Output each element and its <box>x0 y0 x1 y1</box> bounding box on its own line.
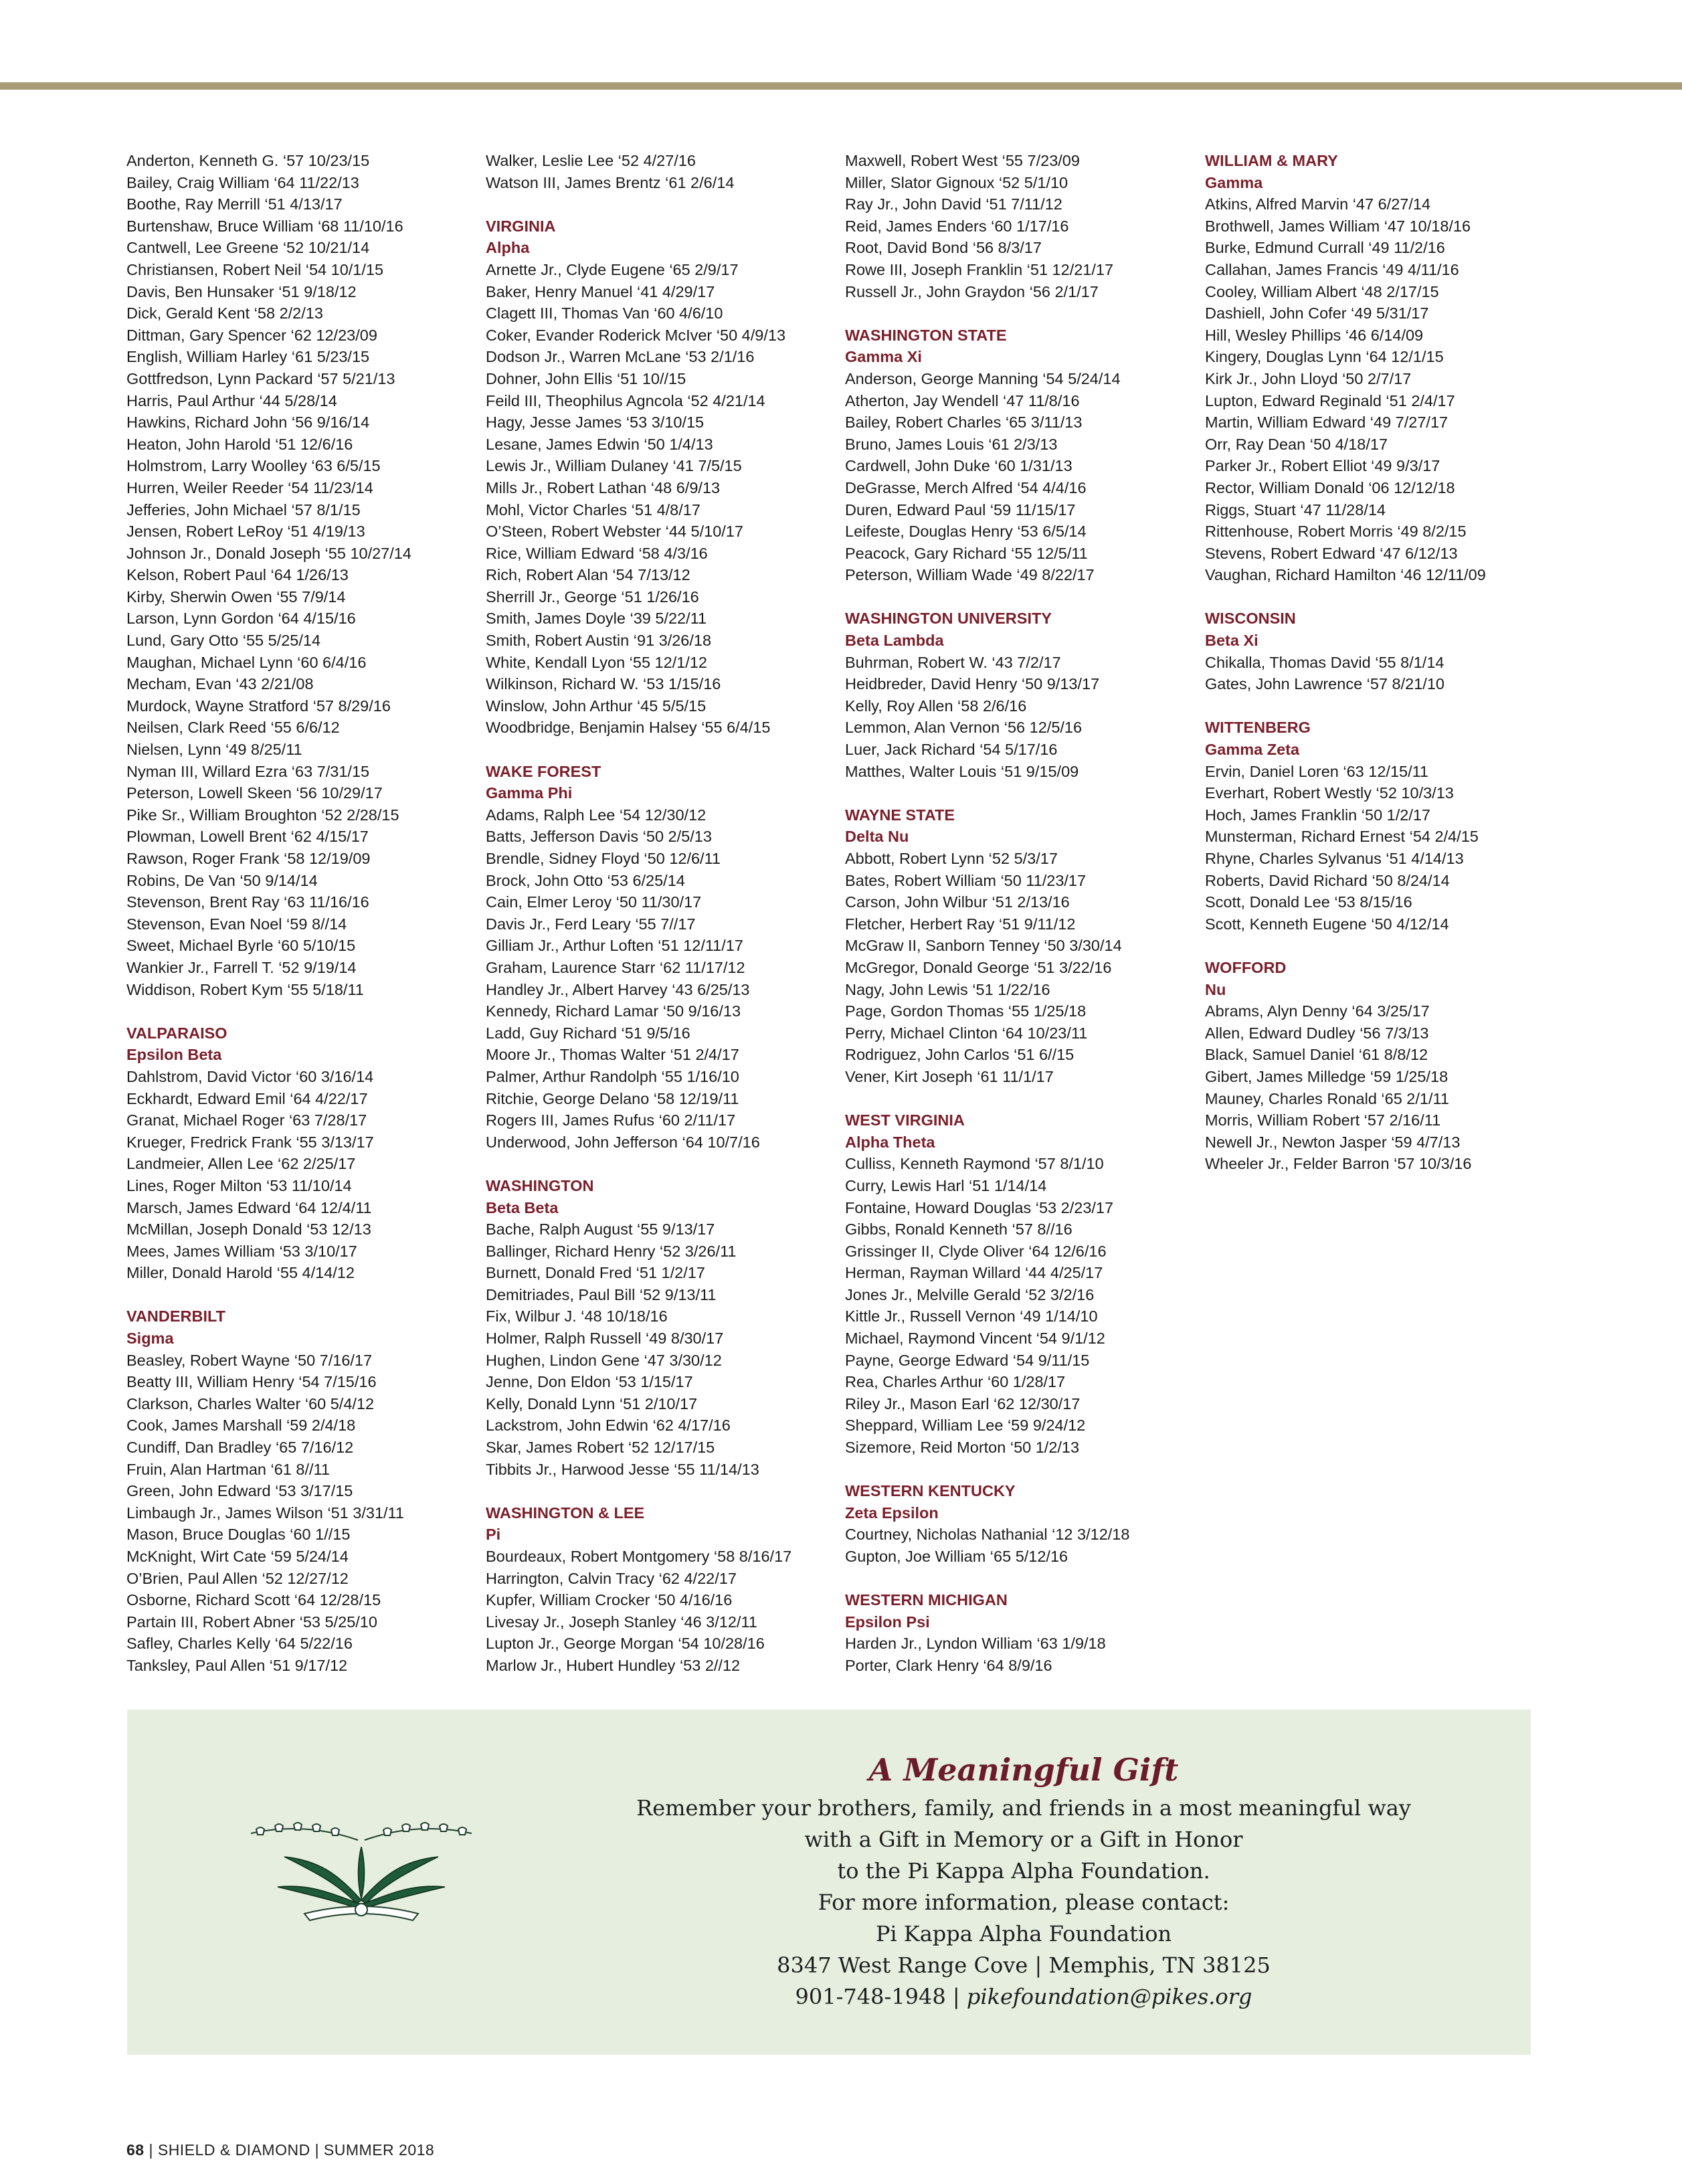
obituary-entry: Kirk Jr., John Lloyd ‘50 2/7/17 <box>1205 369 1412 387</box>
obituary-entry: English, William Harley ‘61 5/23/15 <box>126 348 370 366</box>
obituary-entry: Peacock, Gary Richard ‘55 12/5/11 <box>845 544 1088 562</box>
chapter-heading: Gamma Phi <box>486 784 573 802</box>
school-heading: WASHINGTON & LEE <box>486 1504 645 1522</box>
school-heading: VANDERBILT <box>126 1307 225 1326</box>
school-heading: WAYNE STATE <box>845 806 955 824</box>
obituary-entry: Matthes, Walter Louis ‘51 9/15/09 <box>845 762 1079 780</box>
obituary-entry: Fletcher, Herbert Ray ‘51 9/11/12 <box>845 915 1076 933</box>
obituary-entry: Underwood, John Jefferson ‘64 10/7/16 <box>486 1133 760 1151</box>
school-heading: WOFFORD <box>1205 958 1287 976</box>
obituary-entry: Bache, Ralph August ‘55 9/13/17 <box>486 1220 715 1239</box>
obituary-entry: Baker, Henry Manuel ‘41 4/29/17 <box>486 282 715 300</box>
section-gap <box>486 739 834 761</box>
obituary-entry: Demitriades, Paul Bill ‘52 9/13/11 <box>486 1285 717 1303</box>
obituary-entry: Perry, Michael Clinton ‘64 10/23/11 <box>845 1024 1088 1042</box>
obituary-entry: Leifeste, Douglas Henry ‘53 6/5/14 <box>845 523 1087 541</box>
chapter-heading: Alpha <box>486 239 530 257</box>
obituary-entry: Winslow, John Arthur ‘45 5/5/15 <box>486 697 707 715</box>
obituary-entry: Cooley, William Albert ‘48 2/17/15 <box>1205 282 1439 300</box>
obituary-entry: Skar, James Robert ‘52 12/17/15 <box>486 1439 715 1457</box>
obituary-entry: Moore Jr., Thomas Walter ‘51 2/4/17 <box>486 1046 739 1064</box>
obituary-entry: Graham, Laurence Starr ‘62 11/17/12 <box>486 958 745 976</box>
obituary-entry: Maxwell, Robert West ‘55 7/23/09 <box>845 152 1080 169</box>
phone-number: 901-748-1948 | <box>795 1984 967 2009</box>
gift-line: with a Gift in Memory or a Gift in Honor <box>804 1827 1243 1852</box>
obituary-entry: Newell Jr., Newton Jasper ‘59 4/7/13 <box>1205 1133 1461 1151</box>
obituary-entry: Maughan, Michael Lynn ‘60 6/4/16 <box>126 653 367 671</box>
obituary-entry: Davis Jr., Ferd Leary ‘55 7//17 <box>486 915 696 933</box>
email-link[interactable]: pikefoundation@pikes.org <box>966 1984 1252 2009</box>
chapter-heading: Gamma Zeta <box>1205 741 1300 759</box>
obituary-entry: Widdison, Robert Kym ‘55 5/18/11 <box>126 980 364 998</box>
obituary-entry: Marlow Jr., Hubert Hundley ‘53 2//12 <box>486 1656 741 1674</box>
chapter-heading: Epsilon Psi <box>845 1613 930 1631</box>
section-gap <box>845 1568 1193 1590</box>
obituary-entry: Herman, Rayman Willard ‘44 4/25/17 <box>845 1264 1103 1282</box>
school-heading: WESTERN KENTUCKY <box>845 1482 1016 1500</box>
chapter-heading: Zeta Epsilon <box>845 1504 939 1522</box>
obituary-entry: Limbaugh Jr., James Wilson ‘51 3/31/11 <box>126 1504 404 1522</box>
obituary-entry: Bailey, Robert Charles ‘65 3/11/13 <box>845 414 1083 432</box>
obituary-entry: DeGrasse, Merch Alfred ‘54 4/4/16 <box>845 478 1087 496</box>
obituary-entry: Davis, Ben Hunsaker ‘51 9/18/12 <box>126 282 357 300</box>
obituary-entry: Lackstrom, John Edwin ‘62 4/17/16 <box>486 1417 731 1435</box>
obituary-entry: Rodriguez, John Carlos ‘51 6//15 <box>845 1046 1074 1064</box>
obituary-entry: Rhyne, Charles Sylvanus ‘51 4/14/13 <box>1205 850 1464 867</box>
obituary-entry: Hughen, Lindon Gene ‘47 3/30/12 <box>486 1351 722 1369</box>
obituary-entry: Peterson, Lowell Skeen ‘56 10/29/17 <box>126 784 383 802</box>
obituary-entry: Page, Gordon Thomas ‘55 1/25/18 <box>845 1002 1087 1020</box>
obituary-entry: Mees, James William ‘53 3/10/17 <box>126 1242 357 1260</box>
obituary-entry: Roberts, David Richard ‘50 8/24/14 <box>1205 871 1450 889</box>
section-gap <box>845 782 1193 804</box>
obituary-entry: Beasley, Robert Wayne ‘50 7/16/17 <box>126 1351 373 1369</box>
obituary-entry: O’Brien, Paul Allen ‘52 12/27/12 <box>126 1569 349 1587</box>
obituary-entry: Ritchie, George Delano ‘58 12/19/11 <box>486 1089 739 1107</box>
school-heading: WASHINGTON UNIVERSITY <box>845 610 1052 628</box>
obituary-entry: Fruin, Alan Hartman ‘61 8//11 <box>126 1460 330 1478</box>
obituary-entry: Riggs, Stuart ‘47 11/28/14 <box>1205 500 1386 519</box>
school-heading: WASHINGTON STATE <box>845 326 1007 344</box>
obituary-entry: Gupton, Joe William ‘65 5/12/16 <box>845 1548 1068 1565</box>
obituary-entry: Livesay Jr., Joseph Stanley ‘46 3/12/11 <box>486 1613 757 1631</box>
obituary-entry: Brock, John Otto ‘53 6/25/14 <box>486 871 685 889</box>
obituary-entry: Kupfer, William Crocker ‘50 4/16/16 <box>486 1591 733 1609</box>
obituary-entry: Feild III, Theophilus Agncola ‘52 4/21/14 <box>486 391 765 410</box>
section-gap <box>126 1000 474 1022</box>
obituary-entry: Granat, Michael Roger ‘63 7/28/17 <box>126 1111 367 1129</box>
obituary-entry: Sheppard, William Lee ‘59 9/24/12 <box>845 1417 1086 1435</box>
obituary-entry: Jefferies, John Michael ‘57 8/1/15 <box>126 500 361 519</box>
obituary-entry: Clarkson, Charles Walter ‘60 5/4/12 <box>126 1394 375 1413</box>
obituary-entry: Smith, James Doyle ‘39 5/22/11 <box>486 610 707 628</box>
obituary-entry: Scott, Donald Lee ‘53 8/15/16 <box>1205 893 1412 911</box>
obituary-entry: Beatty III, William Henry ‘54 7/15/16 <box>126 1373 377 1391</box>
foundation-address: 8347 West Range Cove | Memphis, TN 38125 <box>777 1952 1271 1978</box>
obituary-entry: Reid, James Enders ‘60 1/17/16 <box>845 217 1069 235</box>
page-footer <box>126 2141 434 2159</box>
obituary-entry: Lupton, Edward Reginald ‘51 2/4/17 <box>1205 391 1455 410</box>
chapter-heading: Sigma <box>126 1330 174 1348</box>
school-heading: VIRGINIA <box>486 217 556 235</box>
obituary-entry: Cantwell, Lee Greene ‘52 10/21/14 <box>126 239 370 257</box>
obituary-entry: Rice, William Edward ‘58 4/3/16 <box>486 544 708 562</box>
obituary-entry: Mauney, Charles Ronald ‘65 2/1/11 <box>1205 1089 1449 1107</box>
obituary-entry: Johnson Jr., Donald Joseph ‘55 10/27/14 <box>126 544 411 562</box>
obituary-entry: Duren, Edward Paul ‘59 11/15/17 <box>845 500 1076 519</box>
obituary-entry: Heaton, John Harold ‘51 12/6/16 <box>126 435 353 453</box>
obituary-entry: Cundiff, Dan Bradley ‘65 7/16/12 <box>126 1439 354 1457</box>
obituary-entry: Mills Jr., Robert Lathan ‘48 6/9/13 <box>486 478 721 496</box>
obituary-entry: Dick, Gerald Kent ‘58 2/2/13 <box>126 304 323 323</box>
gift-line: Remember your brothers, family, and friends in a most meaningful way <box>636 1795 1411 1821</box>
section-gap <box>1205 695 1553 717</box>
obituary-entry: Jensen, Robert LeRoy ‘51 4/19/13 <box>126 523 365 541</box>
obituary-entry: Burtenshaw, Bruce William ‘68 11/10/16 <box>126 217 403 235</box>
foundation-name: Pi Kappa Alpha Foundation <box>875 1921 1172 1946</box>
section-gap <box>1205 586 1553 608</box>
section-gap <box>1205 935 1553 957</box>
obituary-entry: Christiansen, Robert Neil ‘54 10/1/15 <box>126 260 384 278</box>
obituary-entry: Russell Jr., John Graydon ‘56 2/1/17 <box>845 282 1099 300</box>
obituary-entry: Burnett, Donald Fred ‘51 1/2/17 <box>486 1264 705 1282</box>
obituary-entry: Vener, Kirt Joseph ‘61 11/1/17 <box>845 1067 1054 1085</box>
obituary-column-3 <box>845 150 1193 1677</box>
obituary-entry: Plowman, Lowell Brent ‘62 4/15/17 <box>126 828 369 846</box>
obituary-entry: Luer, Jack Richard ‘54 5/17/16 <box>845 741 1058 759</box>
obituary-entry: Murdock, Wayne Stratford ‘57 8/29/16 <box>126 697 391 715</box>
lily-of-the-valley-emblem <box>238 1820 485 1930</box>
obituary-entry: Palmer, Arthur Randolph ‘55 1/16/10 <box>486 1067 739 1085</box>
obituary-entry: Nielsen, Lynn ‘49 8/25/11 <box>126 741 302 759</box>
obituary-entry: Peterson, William Wade ‘49 8/22/17 <box>845 566 1095 584</box>
obituary-entry: Hawkins, Richard John ‘56 9/16/14 <box>126 414 370 432</box>
obituary-entry: Woodbridge, Benjamin Halsey ‘55 6/4/15 <box>486 719 771 737</box>
obituary-entry: Riley Jr., Mason Earl ‘62 12/30/17 <box>845 1394 1081 1413</box>
gift-line: For more information, please contact: <box>818 1890 1230 1915</box>
obituary-entry: Ladd, Guy Richard ‘51 9/5/16 <box>486 1024 690 1042</box>
obituary-entry: Buhrman, Robert W. ‘43 7/2/17 <box>845 653 1061 671</box>
chapter-heading: Nu <box>1205 980 1226 998</box>
obituary-entry: Partain III, Robert Abner ‘53 5/25/10 <box>126 1613 377 1631</box>
school-heading: WESTERN MICHIGAN <box>845 1591 1008 1609</box>
section-gap <box>486 193 834 215</box>
chapter-heading: Beta Beta <box>486 1198 559 1216</box>
obituary-entry: Dohner, John Ellis ‘51 10//15 <box>486 369 686 387</box>
obituary-entry: Mecham, Evan ‘43 2/21/08 <box>126 675 314 693</box>
publication-name: SHIELD & DIAMOND | SUMMER 2018 <box>157 2141 435 2159</box>
obituary-entry: Scott, Kenneth Eugene ‘50 4/12/14 <box>1205 915 1449 933</box>
obituary-entry: Smith, Robert Austin ‘91 3/26/18 <box>486 632 712 650</box>
obituary-entry: Lewis Jr., William Dulaney ‘41 7/5/15 <box>486 457 742 475</box>
obituary-entry: Dodson Jr., Warren McLane ‘53 2/1/16 <box>486 348 755 366</box>
section-gap <box>845 586 1193 608</box>
obituary-entry: Rich, Robert Alan ‘54 7/13/12 <box>486 566 690 584</box>
obituary-entry: Tanksley, Paul Allen ‘51 9/17/12 <box>126 1656 348 1674</box>
obituary-entry: Root, David Bond ‘56 8/3/17 <box>845 239 1042 257</box>
obituary-entry: Cook, James Marshall ‘59 2/4/18 <box>126 1417 356 1435</box>
contact-line <box>616 1981 1432 2013</box>
obituary-entry: McGregor, Donald George ‘51 3/22/16 <box>845 958 1112 976</box>
school-heading: WASHINGTON <box>486 1176 594 1194</box>
obituary-entry: Eckhardt, Edward Emil ‘64 4/22/17 <box>126 1089 368 1107</box>
obituary-entry: Lund, Gary Otto ‘55 5/25/14 <box>126 632 321 650</box>
obituary-entry: Anderton, Kenneth G. ‘57 10/23/15 <box>126 152 370 169</box>
obituary-entry: Dittman, Gary Spencer ‘62 12/23/09 <box>126 326 377 344</box>
obituary-entry: Atkins, Alfred Marvin ‘47 6/27/14 <box>1205 195 1431 213</box>
obituary-entry: Jones Jr., Melville Gerald ‘52 3/2/16 <box>845 1285 1095 1303</box>
obituary-entry: Vaughan, Richard Hamilton ‘46 12/11/09 <box>1205 566 1486 584</box>
top-rule <box>0 82 1682 90</box>
obituary-entry: Kittle Jr., Russell Vernon ‘49 1/14/10 <box>845 1307 1098 1326</box>
chapter-heading: Beta Lambda <box>845 632 944 650</box>
obituary-entry: Abbott, Robert Lynn ‘52 5/3/17 <box>845 850 1058 867</box>
obituary-entry: Rea, Charles Arthur ‘60 1/28/17 <box>845 1373 1066 1391</box>
obituary-entry: Clagett III, Thomas Van ‘60 4/6/10 <box>486 304 723 323</box>
chapter-heading: Alpha Theta <box>845 1133 935 1151</box>
obituary-entry: Kelly, Donald Lynn ‘51 2/10/17 <box>486 1394 698 1413</box>
obituary-entry: Orr, Ray Dean ‘50 4/18/17 <box>1205 435 1388 453</box>
obituary-entry: Cardwell, John Duke ‘60 1/31/13 <box>845 457 1072 475</box>
obituary-entry: Morris, William Robert ‘57 2/16/11 <box>1205 1111 1441 1129</box>
obituary-entry: McGraw II, Sanborn Tenney ‘50 3/30/14 <box>845 937 1122 955</box>
obituary-entry: Atherton, Jay Wendell ‘47 11/8/16 <box>845 391 1080 410</box>
obituary-entry: Black, Samuel Daniel ‘61 8/8/12 <box>1205 1046 1428 1064</box>
gift-line: to the Pi Kappa Alpha Foundation. <box>837 1858 1210 1884</box>
obituary-entry: Kelson, Robert Paul ‘64 1/26/13 <box>126 566 349 584</box>
obituary-entry: Bruno, James Louis ‘61 2/3/13 <box>845 435 1058 453</box>
obituary-entry: Rawson, Roger Frank ‘58 12/19/09 <box>126 850 371 867</box>
obituary-entry: Hill, Wesley Phillips ‘46 6/14/09 <box>1205 326 1424 344</box>
obituary-entry: Stevenson, Evan Noel ‘59 8//14 <box>126 915 347 933</box>
obituary-entry: Holmstrom, Larry Woolley ‘63 6/5/15 <box>126 457 381 475</box>
obituary-entry: Gibert, James Milledge ‘59 1/25/18 <box>1205 1067 1449 1085</box>
section-gap <box>486 1153 834 1175</box>
obituary-entry: Miller, Slator Gignoux ‘52 5/1/10 <box>845 173 1068 191</box>
obituary-entry: Lines, Roger Milton ‘53 11/10/14 <box>126 1176 352 1194</box>
chapter-heading: Beta Xi <box>1205 632 1258 650</box>
obituary-entry: Robins, De Van ‘50 9/14/14 <box>126 871 318 889</box>
obituary-entry: Burke, Edmund Currall ‘49 11/2/16 <box>1205 239 1445 257</box>
obituary-entry: Martin, William Edward ‘49 7/27/17 <box>1205 414 1449 432</box>
obituary-entry: Mason, Bruce Douglas ‘60 1//15 <box>126 1526 351 1544</box>
obituary-entry: Hoch, James Franklin ‘50 1/2/17 <box>1205 806 1430 824</box>
obituary-entry: Abrams, Alyn Denny ‘64 3/25/17 <box>1205 1002 1430 1020</box>
obituary-entry: Sherrill Jr., George ‘51 1/26/16 <box>486 587 699 606</box>
obituary-entry: Munsterman, Richard Ernest ‘54 2/4/15 <box>1205 828 1479 846</box>
obituary-entry: Brendle, Sidney Floyd ‘50 12/6/11 <box>486 850 721 867</box>
obituary-entry: Bailey, Craig William ‘64 11/22/13 <box>126 173 359 191</box>
chapter-heading: Pi <box>486 1526 501 1544</box>
school-heading: WISCONSIN <box>1205 610 1296 628</box>
obituary-entry: Wankier Jr., Farrell T. ‘52 9/19/14 <box>126 958 357 976</box>
obituary-entry: Payne, George Edward ‘54 9/11/15 <box>845 1351 1090 1369</box>
obituary-entry: Lemmon, Alan Vernon ‘56 12/5/16 <box>845 719 1083 737</box>
obituary-entry: McMillan, Joseph Donald ‘53 12/13 <box>126 1220 371 1239</box>
chapter-heading: Gamma <box>1205 173 1263 191</box>
obituary-entry: Krueger, Fredrick Frank ‘55 3/13/17 <box>126 1133 374 1151</box>
obituary-entry: Adams, Ralph Lee ‘54 12/30/12 <box>486 806 707 824</box>
obituary-entry: Miller, Donald Harold ‘55 4/14/12 <box>126 1264 355 1282</box>
school-heading: WILLIAM & MARY <box>1205 152 1338 169</box>
obituary-entry: Hurren, Weiler Reeder ‘54 11/23/14 <box>126 478 373 496</box>
obituary-entry: Ballinger, Richard Henry ‘52 3/26/11 <box>486 1242 737 1260</box>
obituary-entry: Michael, Raymond Vincent ‘54 9/1/12 <box>845 1330 1105 1348</box>
gift-title: A Meaningful Gift <box>868 1752 1179 1788</box>
chapter-heading: Epsilon Beta <box>126 1046 222 1064</box>
obituary-entry: Boothe, Ray Merrill ‘51 4/13/17 <box>126 195 343 213</box>
obituary-entry: Coker, Evander Roderick McIver ‘50 4/9/13 <box>486 326 786 344</box>
obituary-entry: McKnight, Wirt Cate ‘59 5/24/14 <box>126 1548 349 1565</box>
gift-panel <box>127 1710 1531 2055</box>
obituary-entry: Gates, John Lawrence ‘57 8/21/10 <box>1205 675 1444 693</box>
obituary-entry: Fix, Wilbur J. ‘48 10/18/16 <box>486 1307 668 1326</box>
school-heading: WAKE FOREST <box>486 762 601 780</box>
obituary-entry: Cain, Elmer Leroy ‘50 11/30/17 <box>486 893 702 911</box>
obituary-entry: Sizemore, Reid Morton ‘50 1/2/13 <box>845 1439 1080 1457</box>
obituary-entry: Brothwell, James William ‘47 10/18/16 <box>1205 217 1471 235</box>
obituary-entry: Watson III, James Brentz ‘61 2/6/14 <box>486 173 735 191</box>
obituary-entry: Carson, John Wilbur ‘51 2/13/16 <box>845 893 1070 911</box>
obituary-entry: Stevenson, Brent Ray ‘63 11/16/16 <box>126 893 369 911</box>
obituary-entry: Grissinger II, Clyde Oliver ‘64 12/6/16 <box>845 1242 1107 1260</box>
obituary-entry: Rogers III, James Rufus ‘60 2/11/17 <box>486 1111 736 1129</box>
obituary-entry: Everhart, Robert Westly ‘52 10/3/13 <box>1205 784 1454 802</box>
obituary-entry: Gibbs, Ronald Kenneth ‘57 8//16 <box>845 1220 1072 1239</box>
obituary-entry: Landmeier, Allen Lee ‘62 2/25/17 <box>126 1155 356 1173</box>
school-heading: VALPARAISO <box>126 1024 227 1042</box>
school-heading: WEST VIRGINIA <box>845 1111 965 1129</box>
obituary-entry: Kirby, Sherwin Owen ‘55 7/9/14 <box>126 587 346 606</box>
section-gap <box>126 1284 474 1306</box>
obituary-entry: Harrington, Calvin Tracy ‘62 4/22/17 <box>486 1569 737 1587</box>
obituary-entry: Courtney, Nicholas Nathanial ‘12 3/12/18 <box>845 1526 1130 1544</box>
obituary-entry: Curry, Lewis Harl ‘51 1/14/14 <box>845 1176 1047 1194</box>
chapter-heading: Gamma Xi <box>845 348 922 366</box>
section-gap <box>845 302 1193 325</box>
obituary-entry: Kelly, Roy Allen ‘58 2/6/16 <box>845 697 1027 715</box>
obituary-column-2 <box>486 150 834 1677</box>
obituary-entry: Gilliam Jr., Arthur Loften ‘51 12/11/17 <box>486 937 743 955</box>
obituary-entry: Green, John Edward ‘53 3/17/15 <box>126 1482 353 1500</box>
obituary-entry: Gottfredson, Lynn Packard ‘57 5/21/13 <box>126 369 395 387</box>
obituary-entry: Rowe III, Joseph Franklin ‘51 12/21/17 <box>845 260 1114 278</box>
obituary-entry: Bourdeaux, Robert Montgomery ‘58 8/16/17 <box>486 1548 792 1565</box>
obituary-entry: Wilkinson, Richard W. ‘53 1/15/16 <box>486 675 721 693</box>
obituary-entry: Harris, Paul Arthur ‘44 5/28/14 <box>126 391 337 410</box>
obituary-entry: Wheeler Jr., Felder Barron ‘57 10/3/16 <box>1205 1155 1472 1173</box>
obituary-entry: Jenne, Don Eldon ‘53 1/15/17 <box>486 1373 693 1391</box>
obituary-entry: Callahan, James Francis ‘49 4/11/16 <box>1205 260 1459 278</box>
obituary-entry: Batts, Jefferson Davis ‘50 2/5/13 <box>486 828 712 846</box>
obituary-entry: Handley Jr., Albert Harvey ‘43 6/25/13 <box>486 980 750 998</box>
section-gap <box>845 1459 1193 1481</box>
page-number: 68 <box>126 2141 145 2159</box>
obituary-entry: Harden Jr., Lyndon William ‘63 1/9/18 <box>845 1635 1106 1653</box>
chapter-heading: Delta Nu <box>845 828 909 846</box>
obituary-column-1 <box>126 150 474 1677</box>
obituary-entry: Hagy, Jesse James ‘53 3/10/15 <box>486 414 705 432</box>
obituary-entry: Rittenhouse, Robert Morris ‘49 8/2/15 <box>1205 523 1467 541</box>
obituary-entry: Tibbits Jr., Harwood Jesse ‘55 11/14/13 <box>486 1460 759 1478</box>
obituary-entry: Osborne, Richard Scott ‘64 12/28/15 <box>126 1591 381 1609</box>
obituary-entry: Dahlstrom, David Victor ‘60 3/16/14 <box>126 1067 374 1085</box>
footer-separator: | <box>144 2141 158 2159</box>
obituary-entry: Safley, Charles Kelly ‘64 5/22/16 <box>126 1635 353 1653</box>
obituary-entry: Marsch, James Edward ‘64 12/4/11 <box>126 1198 372 1216</box>
obituary-entry: Dashiell, John Cofer ‘49 5/31/17 <box>1205 304 1429 323</box>
obituary-entry: Parker Jr., Robert Elliot ‘49 9/3/17 <box>1205 457 1440 475</box>
section-gap <box>845 1088 1193 1110</box>
obituary-entry: White, Kendall Lyon ‘55 12/1/12 <box>486 653 707 671</box>
obituary-entry: Culliss, Kenneth Raymond ‘57 8/1/10 <box>845 1155 1104 1173</box>
obituary-entry: Sweet, Michael Byrle ‘60 5/10/15 <box>126 937 356 955</box>
obituary-entry: Chikalla, Thomas David ‘55 8/1/14 <box>1205 653 1444 671</box>
obituary-entry: Walker, Leslie Lee ‘52 4/27/16 <box>486 152 696 169</box>
gift-message <box>616 1750 1432 2013</box>
obituary-entry: Ervin, Daniel Loren ‘63 12/15/11 <box>1205 762 1429 780</box>
obituary-entry: Stevens, Robert Edward ‘47 6/12/13 <box>1205 544 1458 562</box>
obituary-entry: Pike Sr., William Broughton ‘52 2/28/15 <box>126 806 399 824</box>
obituary-entry: Kingery, Douglas Lynn ‘64 12/1/15 <box>1205 348 1444 366</box>
obituary-entry: Kennedy, Richard Lamar ‘50 9/16/13 <box>486 1002 741 1020</box>
obituary-entry: O’Steen, Robert Webster ‘44 5/10/17 <box>486 523 743 541</box>
obituary-entry: Arnette Jr., Clyde Eugene ‘65 2/9/17 <box>486 260 739 278</box>
school-heading: WITTENBERG <box>1205 719 1311 737</box>
obituary-entry: Lesane, James Edwin ‘50 1/4/13 <box>486 435 713 453</box>
obituary-entry: Nyman III, Willard Ezra ‘63 7/31/15 <box>126 762 370 780</box>
obituary-entry: Ray Jr., John David ‘51 7/11/12 <box>845 195 1062 213</box>
obituary-entry: Larson, Lynn Gordon ‘64 4/15/16 <box>126 610 356 628</box>
obituary-entry: Nagy, John Lewis ‘51 1/22/16 <box>845 980 1050 998</box>
obituary-entry: Porter, Clark Henry ‘64 8/9/16 <box>845 1656 1052 1674</box>
obituary-entry: Fontaine, Howard Douglas ‘53 2/23/17 <box>845 1198 1114 1216</box>
obituary-entry: Lupton Jr., George Morgan ‘54 10/28/16 <box>486 1635 765 1653</box>
obituary-column-4 <box>1205 150 1553 1175</box>
obituary-entry: Holmer, Ralph Russell ‘49 8/30/17 <box>486 1330 724 1348</box>
obituary-entry: Heidbreder, David Henry ‘50 9/13/17 <box>845 675 1100 693</box>
obituary-entry: Allen, Edward Dudley ‘56 7/3/13 <box>1205 1024 1429 1042</box>
obituary-entry: Mohl, Victor Charles ‘51 4/8/17 <box>486 500 700 519</box>
section-gap <box>486 1480 834 1502</box>
obituary-entry: Rector, William Donald ‘06 12/12/18 <box>1205 478 1455 496</box>
obituary-entry: Anderson, George Manning ‘54 5/24/14 <box>845 369 1121 387</box>
obituary-entry: Bates, Robert William ‘50 11/23/17 <box>845 871 1087 889</box>
obituary-entry: Neilsen, Clark Reed ‘55 6/6/12 <box>126 719 340 737</box>
